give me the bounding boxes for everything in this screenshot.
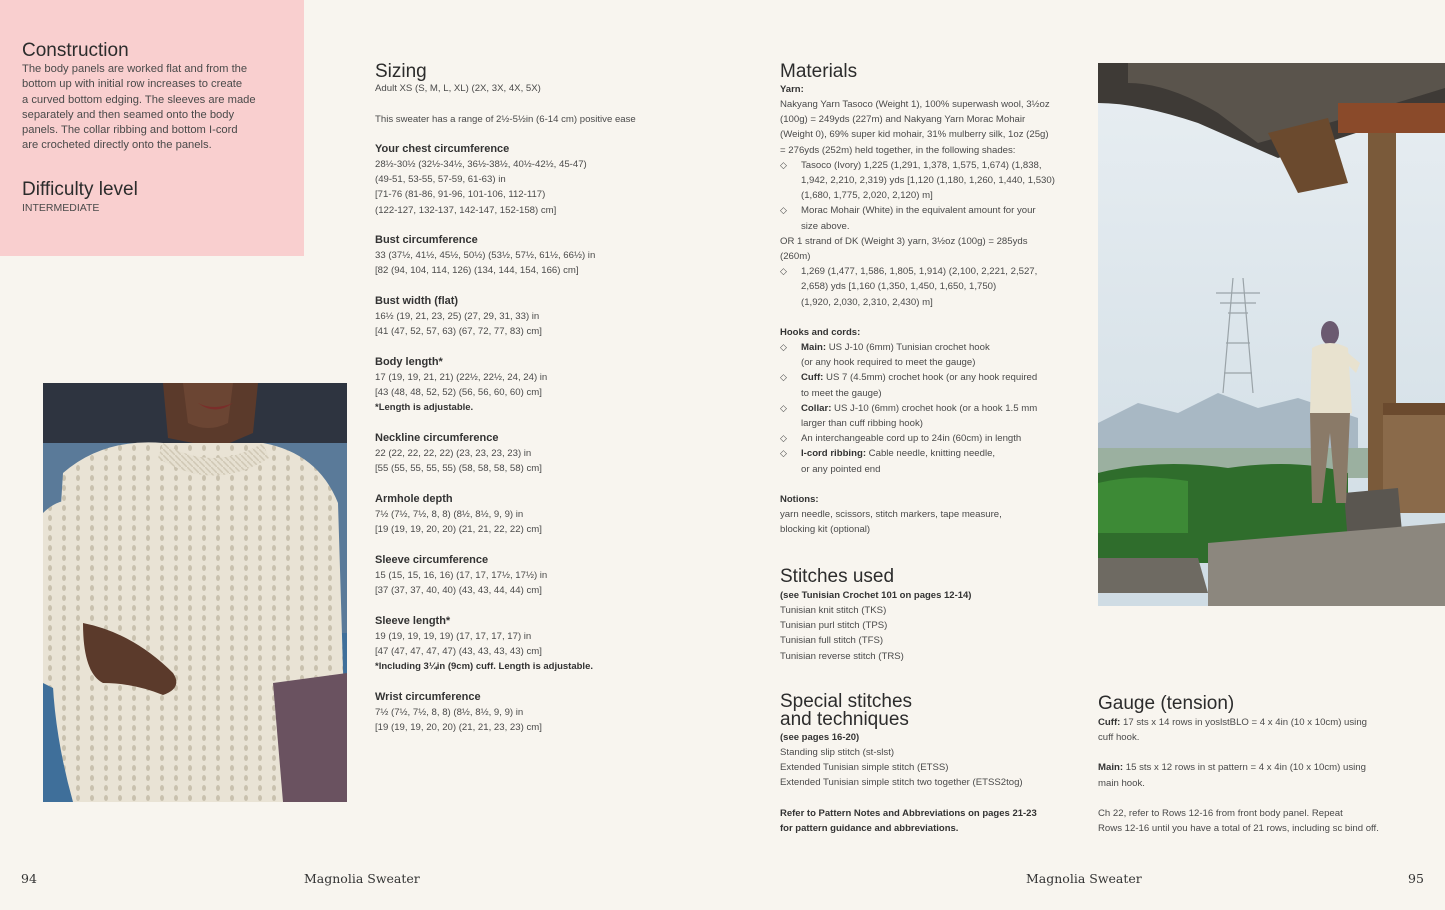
shade-line: Morac Mohair (White) in the equivalent amount for your [801,205,1036,217]
model-pavilion-photo [1098,63,1445,606]
materials-title: Materials [780,61,858,82]
hook-item-label: I-cord ribbing: [801,448,867,460]
special-item: Extended Tunisian simple stitch two together (ETSS2tog) [780,777,1023,789]
notions-block [780,492,1002,537]
measurement-note: *Including 3¼in (9cm) cuff. Length is adjustable. [375,661,593,673]
hook-item-label: Main: [801,342,827,353]
hook-item [780,431,1080,446]
measurement-label: Sleeve length* [375,615,451,627]
yarn-line: Nakyang Yarn Tasoco (Weight 1), 100% superwash wool, 3½oz [780,99,1050,110]
measurement-neckline [375,431,542,476]
stitch-item: Tunisian full stitch (TFS) [780,635,884,647]
measurement-sleeve-circ [375,553,547,598]
hook-item-label: Collar: [801,402,832,414]
diamond-bullet-icon: ◇ [780,342,787,352]
construction-panel [0,0,304,256]
hook-item-text: Cable needle, knitting needle, [866,448,996,460]
page-number-right: 95 [1408,871,1424,886]
measurement-value: [82 (94, 104, 114, 126) (134, 144, 154, 166) cm] [375,265,579,277]
hook-item-text: US 7 (4.5mm) crochet hook (or any hook required [823,372,1038,384]
alt-yarn-line: OR 1 strand of DK (Weight 3) yarn, 3½oz (100g) = 285yds [780,235,1028,247]
construction-line: a curved bottom edging. The sleeves are made [22,93,256,106]
measurement-wrist [375,690,542,735]
special-title-line: Special stitches [780,691,913,712]
measurement-label: Your chest circumference [375,143,510,155]
diamond-bullet-icon: ◇ [780,159,787,170]
gauge-cuff-text: 17 sts x 14 rows in yoslstBLO = 4 x 4in (10 x 10cm) using [1120,717,1367,728]
special-title-line: and techniques [780,709,909,730]
gauge-ch-text: Rows 12-16 until you have a total of 21 rows, including sc bind off. [1098,823,1379,835]
alt-yarn-item-line: 2,658) yds [1,160 (1,350, 1,450, 1,650, 1,750) [801,281,997,293]
hooks-label: Hooks and cords: [780,327,861,338]
sizing-sizes: Adult XS (S, M, L, XL) (2X, 3X, 4X, 5X) [375,83,541,94]
yarn-label: Yarn: [780,84,804,95]
measurement-label: Bust width (flat) [375,295,459,307]
measurement-value: 33 (37½, 41½, 45½, 50½) (53½, 57½, 61½, 66½) in [375,250,596,261]
gauge-block [1098,715,1379,836]
measurement-value: 7½ (7½, 7½, 8, 8) (8½, 8½, 9, 9) in [375,707,524,718]
difficulty-value: INTERMEDIATE [22,202,100,214]
diamond-bullet-icon: ◇ [780,433,787,444]
stitch-item: Tunisian purl stitch (TPS) [780,620,888,632]
sweater-closeup-photo [43,383,347,802]
construction-text [22,62,272,154]
special-item: Extended Tunisian simple stitch (ETSS) [780,762,949,774]
sizing-title: Sizing [375,61,427,82]
alt-yarn-line: (260m) [780,251,811,263]
measurement-label: Wrist circumference [375,691,481,703]
shade-item [780,158,1080,204]
diamond-bullet-icon: ◇ [780,266,787,277]
gauge-main-label: Main: [1098,762,1124,774]
hook-item [780,401,1080,431]
hook-item [780,370,1080,400]
measurement-value: (122-127, 132-137, 142-147, 152-158) cm] [375,204,557,216]
gauge-title: Gauge (tension) [1098,693,1235,714]
special-ref: (see pages 16-20) [780,732,860,743]
construction-line: panels. The collar ribbing and bottom I-cord [22,124,238,137]
alt-yarn-item [780,264,1080,310]
sizing-ease: This sweater has a range of 2½-5½in (6-14 cm) positive ease [375,114,636,125]
stitch-item: Tunisian reverse stitch (TRS) [780,650,904,662]
measurement-value: [19 (19, 19, 20, 20) (21, 21, 22, 22) cm] [375,524,542,536]
measurement-value: [19 (19, 19, 20, 20) (21, 21, 23, 23) cm] [375,722,542,734]
page-number-left: 94 [21,871,37,886]
gauge-cuff-label: Cuff: [1098,717,1121,728]
measurement-bust-width [375,294,542,339]
stitches-title: Stitches used [780,566,895,587]
shade-item [780,203,1080,233]
hook-item-text: An interchangeable cord up to 24in (60cm) in length [801,433,1022,445]
stitch-item: Tunisian knit stitch (TKS) [780,605,887,616]
sweater-closeup-illustration [43,383,347,802]
hook-item-text: or any pointed end [801,463,881,475]
measurement-value: 15 (15, 15, 16, 16) (17, 17, 17½, 17½) in [375,570,548,581]
running-footer-right: Magnolia Sweater [1026,871,1142,886]
measurement-value: 16½ (19, 21, 23, 25) (27, 29, 31, 33) in [375,311,540,322]
measurement-armhole [375,492,542,537]
measurement-value: 7½ (7½, 7½, 8, 8) (8½, 8½, 9, 9) in [375,509,524,520]
refer-note: for pattern guidance and abbreviations. [780,822,959,834]
hook-item-text: US J-10 (6mm) Tunisian crochet hook [826,342,990,353]
measurement-value: (49-51, 53-55, 57-59, 61-63) in [375,174,506,186]
measurement-value: [47 (47, 47, 47, 47) (43, 43, 43, 43) cm] [375,646,542,658]
measurement-value: 19 (19, 19, 19, 19) (17, 17, 17, 17) in [375,631,532,642]
measurement-label: Neckline circumference [375,432,499,444]
shade-line: (1,680, 1,775, 2,020, 2,120) m] [801,190,933,202]
construction-title: Construction [22,40,129,61]
diamond-bullet-icon: ◇ [780,372,787,383]
measurement-chest [375,142,587,218]
measurement-label: Bust circumference [375,234,478,246]
hook-item [780,340,1080,370]
special-stitches-title [780,693,912,729]
measurement-value: 17 (19, 19, 21, 21) (22½, 22½, 24, 24) in [375,372,548,383]
hook-item [780,446,1080,476]
gauge-main-text: 15 sts x 12 rows in st pattern = 4 x 4in (10 x 10cm) using [1123,762,1366,774]
hook-item-text: (or any hook required to meet the gauge) [801,357,976,369]
hook-item-text: US J-10 (6mm) crochet hook (or a hook 1.5 mm [831,402,1038,414]
measurement-value: [55 (55, 55, 55, 55) (58, 58, 58, 58) cm] [375,463,542,475]
diamond-bullet-icon: ◇ [780,205,787,216]
gauge-main-text: main hook. [1098,777,1145,789]
gauge-cuff-text: cuff hook. [1098,732,1140,744]
stitches-block [780,588,971,664]
shade-line: 1,942, 2,210, 2,319) yds [1,120 (1,180, 1,260, 1,440, 1,530) [801,175,1055,187]
construction-line: bottom up with initial row increases to create [22,78,243,91]
refer-note: Refer to Pattern Notes and Abbreviations on pages 21-23 [780,807,1037,819]
yarn-line: (100g) = 249yds (227m) and Nakyang Yarn Morac Mohair [780,114,1026,126]
construction-line: The body panels are worked flat and from the [22,63,248,75]
diamond-bullet-icon: ◇ [780,448,787,459]
pavilion-scene-illustration [1098,63,1445,606]
materials-block [780,82,1080,310]
measurement-bust [375,233,595,278]
yarn-line: = 276yds (252m) held together, in the following shades: [780,144,1016,156]
alt-yarn-item-line: 1,269 (1,477, 1,586, 1,805, 1,914) (2,100, 2,221, 2,527, [801,266,1038,278]
measurement-value: [37 (37, 37, 40, 40) (43, 43, 44, 44) cm] [375,585,542,597]
measurement-label: Body length* [375,356,443,368]
diamond-bullet-icon: ◇ [780,402,787,413]
shade-line: Tasoco (Ivory) 1,225 (1,291, 1,378, 1,575, 1,674) (1,838, [801,159,1042,171]
measurement-sleeve-length [375,614,593,674]
measurement-label: Sleeve circumference [375,554,489,566]
construction-line: are crocheted directly onto the panels. [22,139,212,152]
difficulty-title: Difficulty level [22,179,138,200]
yarn-line: (Weight 0), 69% super kid mohair, 31% mulberry silk, 1oz (25g) [780,129,1049,141]
hook-item-label: Cuff: [801,372,824,384]
running-footer-left: Magnolia Sweater [304,871,420,886]
gauge-ch-text: Ch 22, refer to Rows 12-16 from front body panel. Repeat [1098,807,1343,819]
shade-line: size above. [801,220,850,232]
measurement-note: *Length is adjustable. [375,402,474,414]
hook-item-text: to meet the gauge) [801,387,882,399]
measurement-label: Armhole depth [375,493,453,505]
measurement-value: [41 (47, 52, 57, 63) (67, 72, 77, 83) cm] [375,326,542,338]
stitches-ref: (see Tunisian Crochet 101 on pages 12-14) [780,590,972,601]
notions-line: yarn needle, scissors, stitch markers, tape measure, [780,509,1002,520]
notions-label: Notions: [780,494,819,505]
alt-yarn-item-line: (1,920, 2,030, 2,310, 2,430) m] [801,296,933,308]
construction-line: separately and then seamed onto the body [22,108,235,121]
special-item: Standing slip stitch (st-slst) [780,747,895,758]
notions-line: blocking kit (optional) [780,524,871,536]
measurement-value: [71-76 (81-86, 91-96, 101-106, 112-117) [375,189,546,201]
measurement-value: 28½-30½ (32½-34½, 36½-38½, 40½-42½, 45-47) [375,159,587,170]
hooks-block [780,325,1080,477]
hook-item-text: larger than cuff ribbing hook) [801,418,923,430]
measurement-value: 22 (22, 22, 22, 22) (23, 23, 23, 23) in [375,448,532,459]
measurement-body-length [375,355,547,415]
special-stitches-block [780,730,1037,836]
measurement-value: [43 (48, 48, 52, 52) (56, 56, 60, 60) cm] [375,387,542,399]
